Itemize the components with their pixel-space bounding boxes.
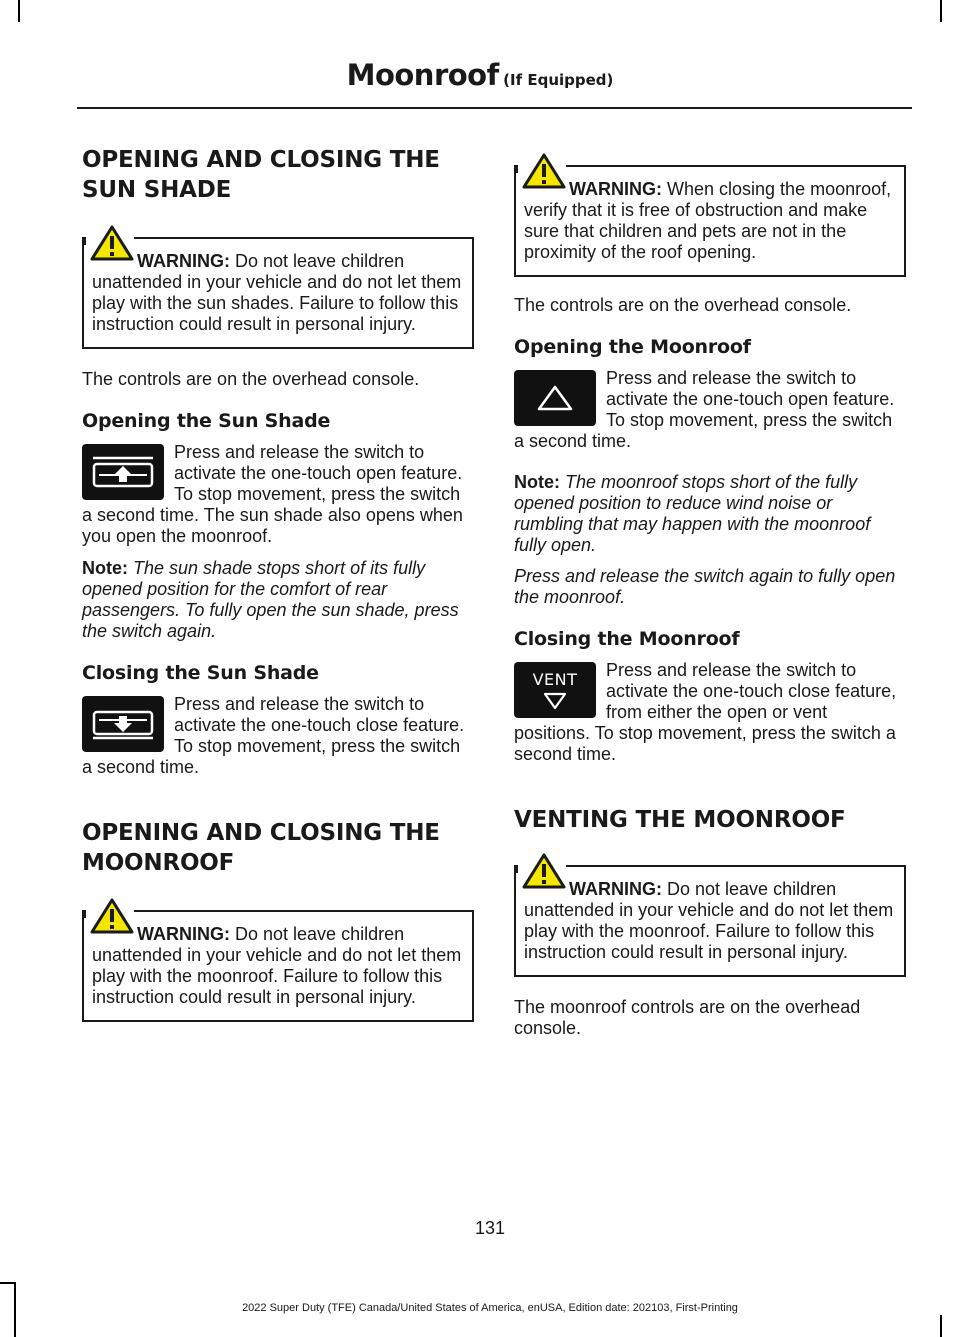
crop-mark-bottom-left-h	[0, 1282, 16, 1284]
warning-triangle-icon	[522, 153, 566, 194]
warning-triangle-icon	[90, 898, 134, 939]
crop-mark-top-left	[18, 0, 20, 22]
moonroof-controls-text: The moonroof controls are on the overhead console.	[514, 997, 861, 1038]
open-sunshade-heading: Opening the Sun Shade	[82, 410, 331, 432]
crop-mark-bottom-right	[940, 1315, 942, 1337]
note-moonroof: Note: The moonroof stops short of the fully opened position to reduce wind noise or rumbling that may happen with the moonroof fully open.	[514, 472, 871, 555]
left-column	[82, 145, 474, 1022]
header-rule	[77, 107, 912, 109]
controls-location-text: The controls are on the overhead console.	[514, 295, 852, 315]
moonroof-open-icon	[514, 370, 596, 426]
moonroof-section-heading: OPENING AND CLOSING THE MOONROOF	[82, 820, 440, 876]
warning-box-closing-moonroof	[514, 165, 906, 277]
warning-triangle-icon	[522, 853, 566, 894]
warning-label: WARNING:	[569, 179, 662, 199]
crop-mark-top-right	[940, 0, 942, 22]
warning-text: Do not leave children unattended in your vehicle and do not let them play with the sun shades. Failure to follow this instruction could result in personal injury.	[92, 251, 462, 334]
warning-triangle-icon	[90, 225, 134, 266]
warning-box-moonroof	[82, 910, 474, 1022]
press-again-text: Press and release the switch again to fully open the moonroof.	[514, 566, 896, 607]
warning-label: WARNING:	[137, 251, 230, 271]
vent-icon-label: VENT	[532, 669, 578, 689]
right-column	[514, 165, 906, 1039]
edition-footer: 2022 Super Duty (TFE) Canada/United States of America, enUSA, Edition date: 202103, First-Printing	[242, 1302, 738, 1314]
open-moonroof-instruction	[514, 368, 906, 452]
moonroof-vent-icon	[514, 662, 596, 718]
venting-section-heading: VENTING THE MOONROOF	[514, 807, 846, 833]
warning-box-venting	[514, 865, 906, 977]
controls-location-text: The controls are on the overhead console.	[82, 369, 420, 389]
sunshade-close-icon	[82, 696, 164, 752]
warning-label: WARNING:	[137, 924, 230, 944]
open-moonroof-text: Press and release the switch to activate the one-touch open feature. To stop movement, press the switch a second time.	[514, 368, 895, 451]
close-moonroof-text: Press and release the switch to activate the one-touch close feature, from either the open or vent positions. To stop movement, press the switch a second time.	[514, 660, 897, 764]
header-title: Moonroof	[346, 58, 499, 92]
note-sunshade: Note: The sun shade stops short of its fully opened position for the comfort of rear passengers. To fully open the sun shade, press the switch again.	[82, 558, 459, 641]
warning-box-sunshade	[82, 237, 474, 349]
warning-label: WARNING:	[569, 879, 662, 899]
warning-text: Do not leave children unattended in your vehicle and do not let them play with the moonroof. Failure to follow this instruction could result in personal injury.	[92, 924, 462, 1007]
close-sunshade-instruction	[82, 694, 474, 778]
open-sunshade-text: Press and release the switch to activate the one-touch open feature. To stop movement, press the switch a second time. The sun shade also opens when you open the moonroof.	[82, 442, 463, 546]
sunshade-open-icon	[82, 444, 164, 500]
sunshade-section-heading: OPENING AND CLOSING THE SUN SHADE	[82, 147, 440, 203]
close-moonroof-heading: Closing the Moonroof	[514, 628, 740, 650]
page-header	[0, 58, 960, 92]
close-sunshade-heading: Closing the Sun Shade	[82, 662, 319, 684]
warning-text: Do not leave children unattended in your vehicle and do not let them play with the moonroof. Failure to follow this instruction could result in personal injury.	[524, 879, 894, 962]
warning-text: When closing the moonroof, verify that it is free of obstruction and make sure that children and pets are not in the proximity of the roof opening.	[524, 179, 892, 262]
page-number: 131	[474, 1218, 506, 1238]
close-sunshade-text: Press and release the switch to activate the one-touch close feature. To stop movement, press the switch a second time.	[82, 694, 465, 777]
open-sunshade-instruction	[82, 442, 474, 547]
close-moonroof-instruction	[514, 660, 906, 765]
open-moonroof-heading: Opening the Moonroof	[514, 336, 751, 358]
header-subtitle: (If Equipped)	[503, 71, 614, 89]
